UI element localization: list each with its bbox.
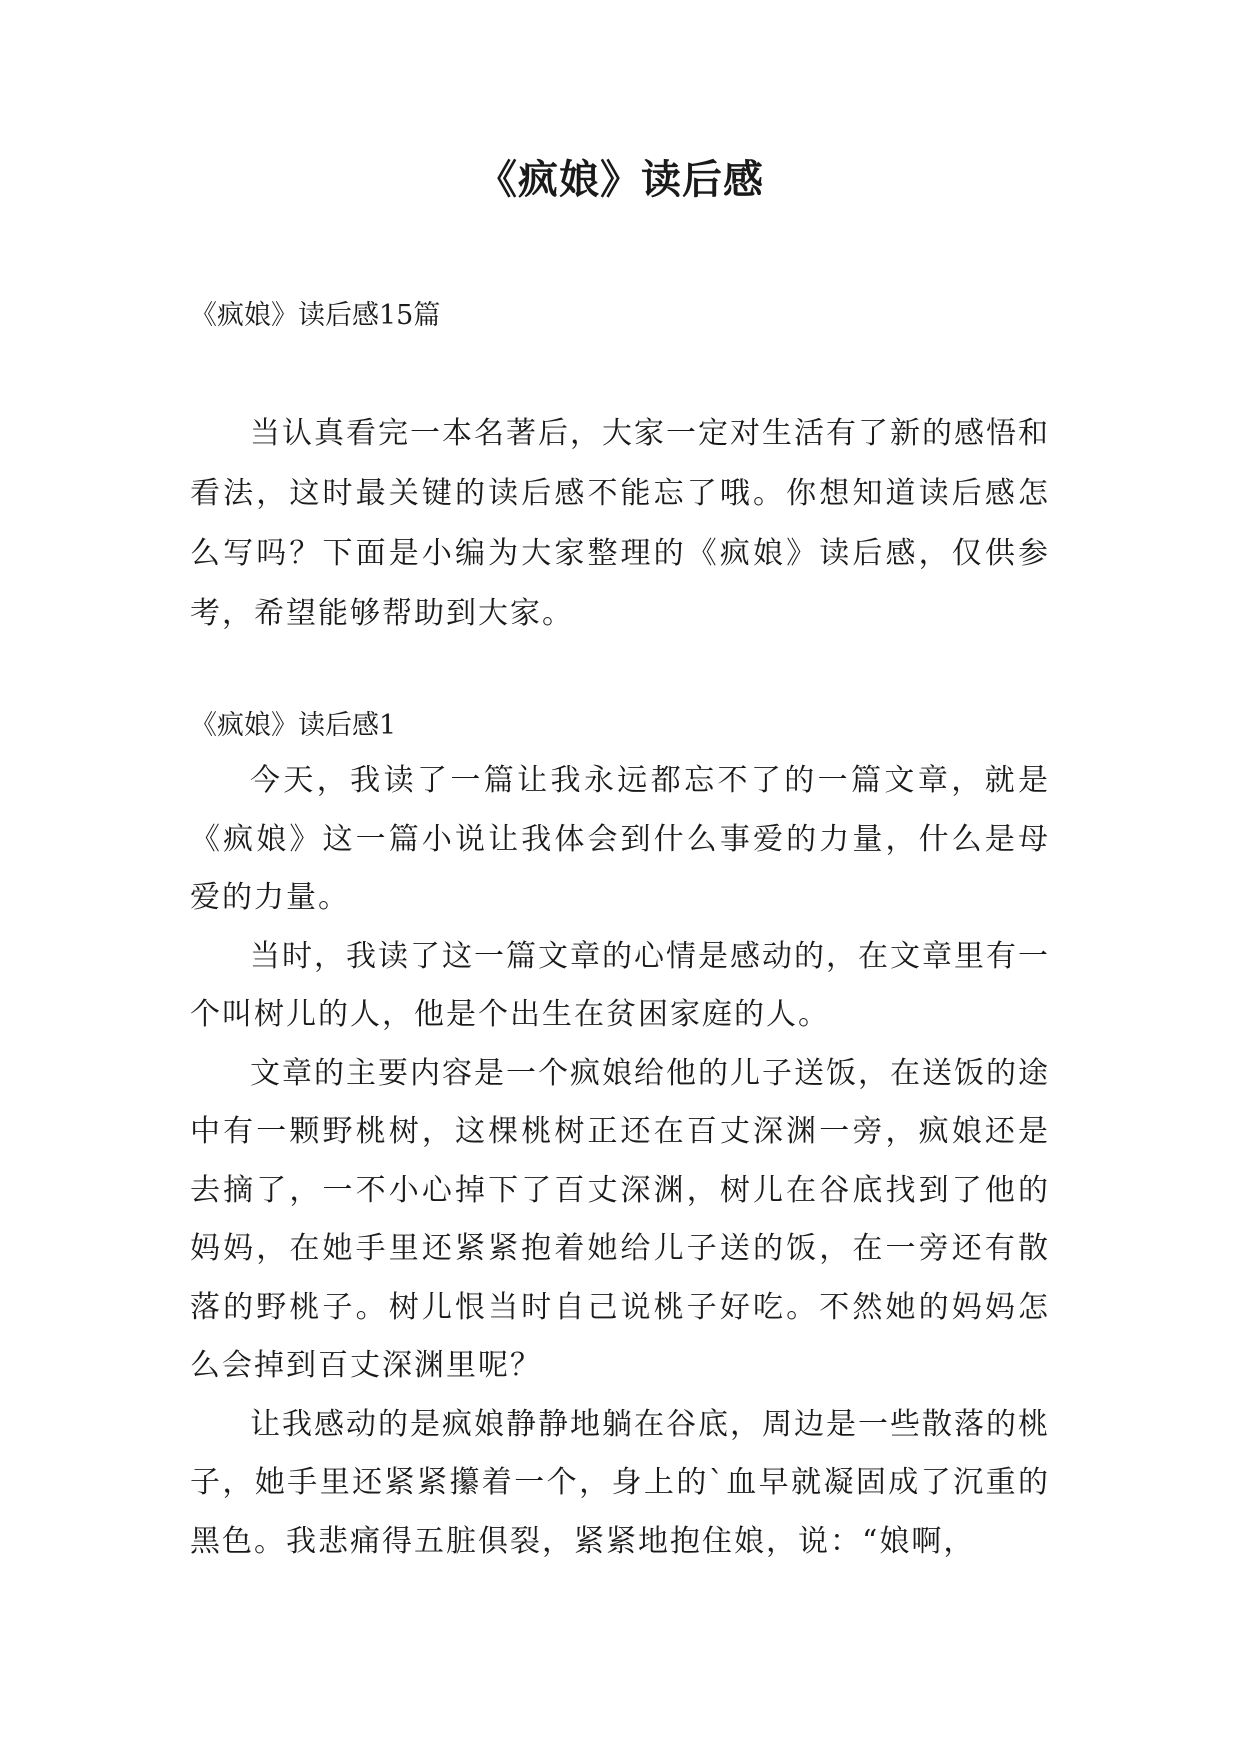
document-title: 《疯娘》读后感 xyxy=(477,157,764,203)
body-paragraph: 今天，我读了一篇让我永远都忘不了的一篇文章，就是《疯娘》这一篇小说让我体会到什么事爱的力量，什么是母爱的力量。 xyxy=(190,763,1050,915)
essay-body xyxy=(190,752,1050,1571)
document-subtitle: 《疯娘》读后感15篇 xyxy=(190,300,441,331)
body-paragraph: 当时，我读了这一篇文章的心情是感动的，在文章里有一个叫树儿的人，他是个出生在贫困家庭的人。 xyxy=(190,938,1050,1032)
body-paragraph: 让我感动的是疯娘静静地躺在谷底，周边是一些散落的桃子，她手里还紧紧攥着一个，身上的`血早就凝固成了沉重的黑色。我悲痛得五脏俱裂，紧紧地抱住娘，说：“娘啊， xyxy=(190,1406,1050,1559)
section-heading: 《疯娘》读后感1 xyxy=(190,710,397,741)
body-paragraph: 文章的主要内容是一个疯娘给他的儿子送饭，在送饭的途中有一颗野桃树，这棵桃树正还在百丈深渊一旁，疯娘还是去摘了，一不小心掉下了百丈深渊，树儿在谷底找到了他的妈妈，在她手里还紧紧抱着她给儿子送的饭，在一旁还有散落的野桃子。树儿恨当时自己说桃子好吃。不然她的妈妈怎么会掉到百丈深渊里呢？ xyxy=(190,1055,1050,1383)
intro-paragraph: 当认真看完一本名著后，大家一定对生活有了新的感悟和看法，这时最关键的读后感不能忘了哦。你想知道读后感怎么写吗？下面是小编为大家整理的《疯娘》读后感，仅供参考，希望能够帮助到大家。 xyxy=(190,416,1050,631)
